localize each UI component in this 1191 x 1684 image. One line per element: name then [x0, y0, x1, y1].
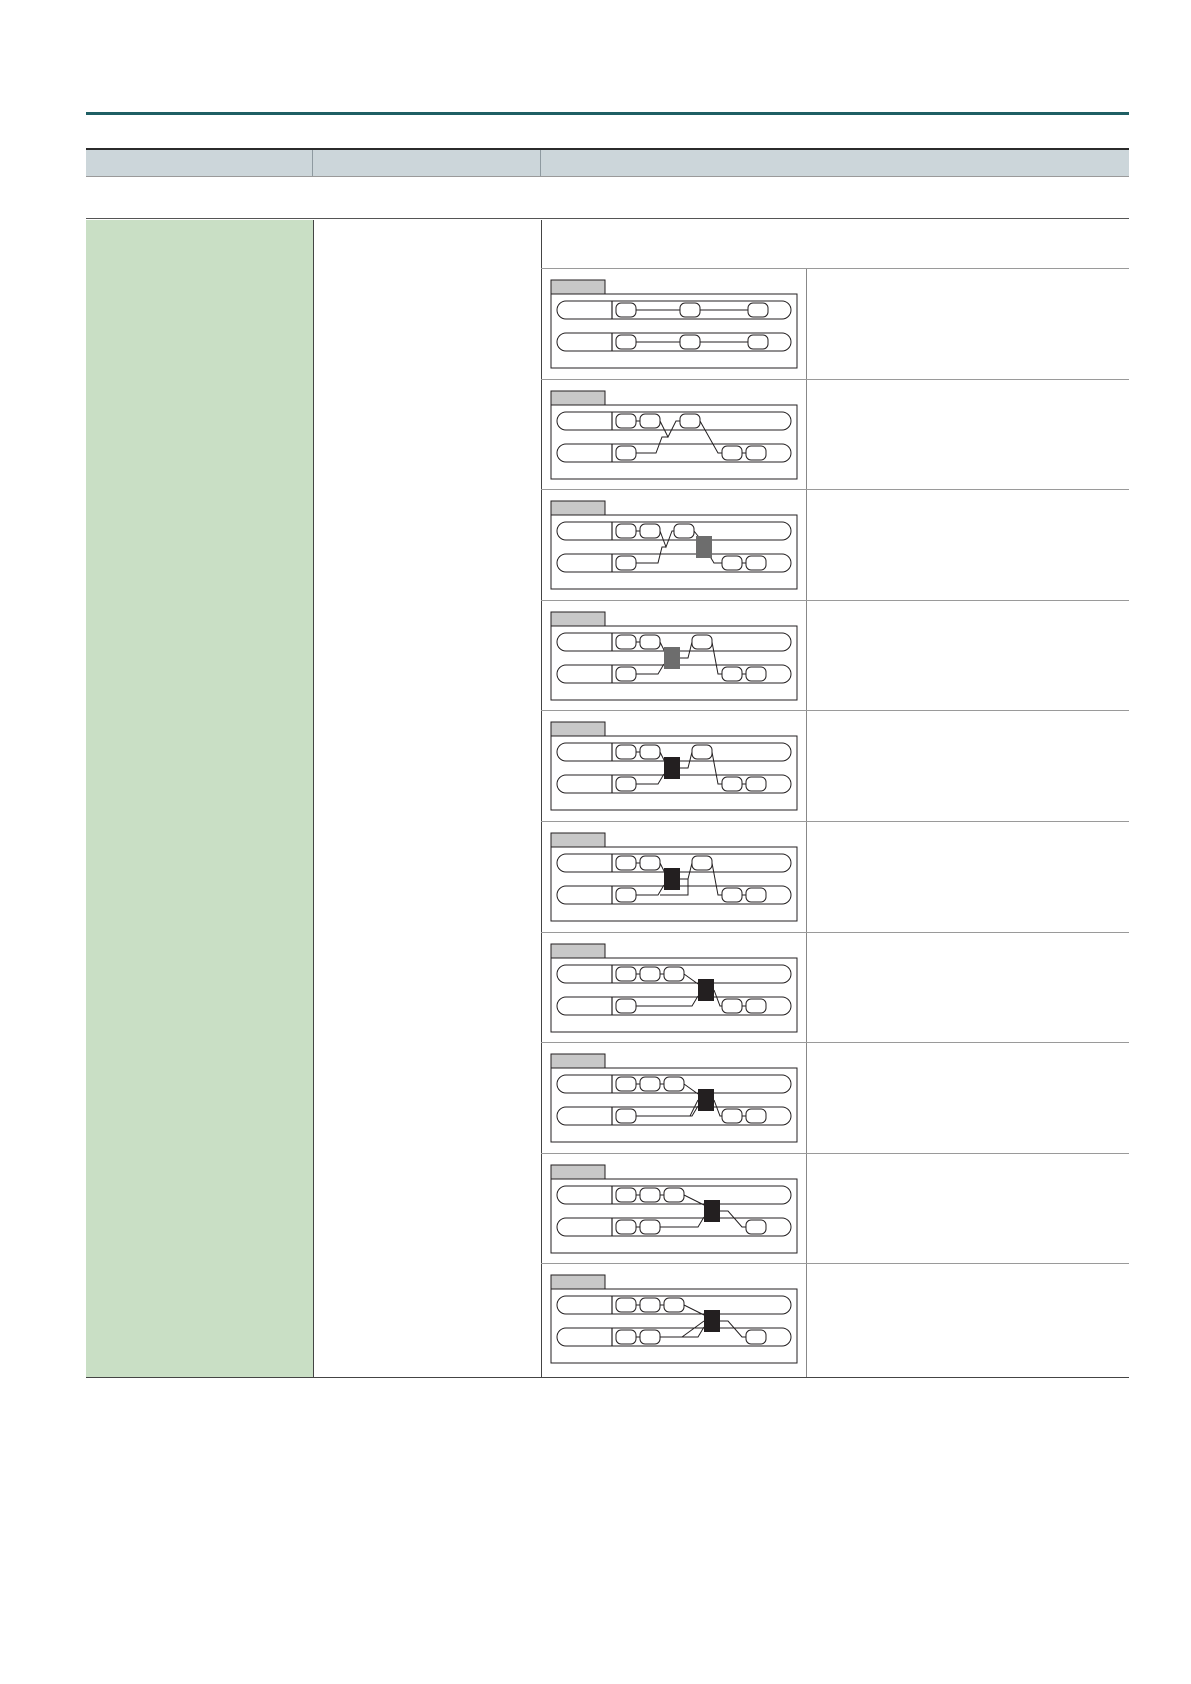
effect-block [664, 1298, 684, 1312]
effect-block [616, 999, 636, 1013]
effect-block [746, 888, 766, 902]
routing-diagram-svg [542, 1155, 806, 1265]
effect-block [616, 777, 636, 791]
intro-text [548, 226, 1123, 266]
effect-block [748, 303, 768, 317]
diagram-description-2 [818, 389, 1118, 489]
routing-diagram-9 [542, 1155, 806, 1265]
effect-block [722, 777, 742, 791]
effect-block [746, 446, 766, 460]
diagram-description-1 [818, 278, 1118, 378]
diagram-tag [551, 391, 605, 405]
effect-block [640, 745, 660, 759]
effect-block [616, 1188, 636, 1202]
mixer-block [704, 1310, 720, 1332]
parameter-cell [86, 220, 313, 1377]
row-divider [541, 379, 1129, 380]
routing-diagram-svg [542, 491, 806, 601]
mixer-block [704, 1200, 720, 1222]
effect-block [640, 1077, 660, 1091]
effect-block [640, 856, 660, 870]
diagram-description-7 [818, 942, 1118, 1042]
effect-block [722, 999, 742, 1013]
row-divider [541, 932, 1129, 933]
effect-block [616, 414, 636, 428]
effect-block [616, 556, 636, 570]
effect-block [640, 1188, 660, 1202]
diagram-description-9 [818, 1163, 1118, 1263]
effect-block [664, 1188, 684, 1202]
intro-bottom-rule [541, 268, 1129, 269]
effect-block [616, 1298, 636, 1312]
diagram-description-5 [818, 720, 1118, 820]
routing-diagram-svg [542, 1265, 806, 1375]
effect-block [692, 635, 712, 649]
mixer-block [698, 1089, 714, 1111]
diagram-tag [551, 280, 605, 294]
diagram-tag [551, 1165, 605, 1179]
top-rule [86, 112, 1129, 115]
header-col-1 [86, 150, 313, 176]
effect-block [746, 777, 766, 791]
diagram-tag [551, 612, 605, 626]
diagram-description-8 [818, 1052, 1118, 1152]
routing-diagram-svg [542, 381, 806, 491]
mixer-block [664, 868, 680, 890]
diagram-tag [551, 944, 605, 958]
routing-diagram-svg [542, 270, 806, 380]
diagram-description-6 [818, 831, 1118, 931]
effect-block [616, 335, 636, 349]
effect-block [746, 1109, 766, 1123]
header-col-2 [313, 150, 541, 176]
effect-block [616, 1109, 636, 1123]
row-divider [541, 489, 1129, 490]
effect-block [692, 745, 712, 759]
effect-block [746, 1220, 766, 1234]
row-divider [541, 710, 1129, 711]
diagram-tag [551, 833, 605, 847]
effect-block [616, 1077, 636, 1091]
effect-block [640, 635, 660, 649]
effect-block [640, 524, 660, 538]
effect-block [616, 856, 636, 870]
routing-diagram-svg [542, 934, 806, 1044]
effect-block [616, 524, 636, 538]
routing-diagram-7 [542, 934, 806, 1044]
splitter-block [664, 647, 680, 669]
effect-block [746, 1330, 766, 1344]
routing-diagram-svg [542, 1044, 806, 1154]
diagram-tag [551, 501, 605, 515]
table-bottom-rule [86, 1377, 1129, 1378]
effect-block [616, 967, 636, 981]
row-divider [541, 600, 1129, 601]
effect-block [616, 303, 636, 317]
row-divider [541, 1042, 1129, 1043]
effect-block [746, 999, 766, 1013]
effect-block [640, 967, 660, 981]
effect-block [680, 335, 700, 349]
routing-diagram-10 [542, 1265, 806, 1375]
effect-block [692, 856, 712, 870]
note-row-bottom-rule [86, 218, 1129, 219]
effect-block [616, 667, 636, 681]
effect-block [722, 556, 742, 570]
routing-diagram-svg [542, 602, 806, 712]
row-divider [541, 1263, 1129, 1264]
routing-diagram-svg [542, 823, 806, 933]
routing-diagram-2 [542, 381, 806, 491]
diagram-tag [551, 722, 605, 736]
row-divider [541, 821, 1129, 822]
table-header [86, 148, 1129, 177]
routing-diagram-4 [542, 602, 806, 712]
effect-block [616, 446, 636, 460]
routing-diagram-3 [542, 491, 806, 601]
routing-diagram-6 [542, 823, 806, 933]
effect-block [722, 888, 742, 902]
upper-channel-bar [557, 412, 791, 430]
diagram-tag [551, 1054, 605, 1068]
mixer-block [664, 757, 680, 779]
diagram-description-4 [818, 610, 1118, 710]
effect-block [640, 414, 660, 428]
row-divider [541, 1153, 1129, 1154]
diagram-description-10 [818, 1273, 1118, 1373]
diagram-description-3 [818, 499, 1118, 599]
col-divider-1 [313, 220, 314, 1377]
effect-block [722, 667, 742, 681]
effect-block [616, 635, 636, 649]
splitter-block [696, 536, 712, 558]
mixer-block [698, 979, 714, 1001]
effect-block [616, 1220, 636, 1234]
effect-block [680, 303, 700, 317]
parameter-name [86, 220, 313, 236]
diagram-tag [551, 1275, 605, 1289]
effect-block [616, 745, 636, 759]
effect-block [640, 1220, 660, 1234]
effect-block [640, 1330, 660, 1344]
routing-diagram-svg [542, 712, 806, 822]
effect-block [674, 524, 694, 538]
effect-block [640, 1298, 660, 1312]
effect-block [746, 556, 766, 570]
effect-block [722, 1109, 742, 1123]
note-row [92, 184, 1122, 214]
effect-block [680, 414, 700, 428]
effect-block [722, 446, 742, 460]
routing-diagram-8 [542, 1044, 806, 1154]
effect-block [746, 667, 766, 681]
routing-diagram-1 [542, 270, 806, 380]
effect-block [664, 1077, 684, 1091]
effect-block [616, 1330, 636, 1344]
col-divider-3 [806, 268, 807, 1377]
header-col-3 [541, 150, 1129, 176]
routing-diagram-5 [542, 712, 806, 822]
effect-block [664, 967, 684, 981]
effect-block [616, 888, 636, 902]
effect-block [748, 335, 768, 349]
